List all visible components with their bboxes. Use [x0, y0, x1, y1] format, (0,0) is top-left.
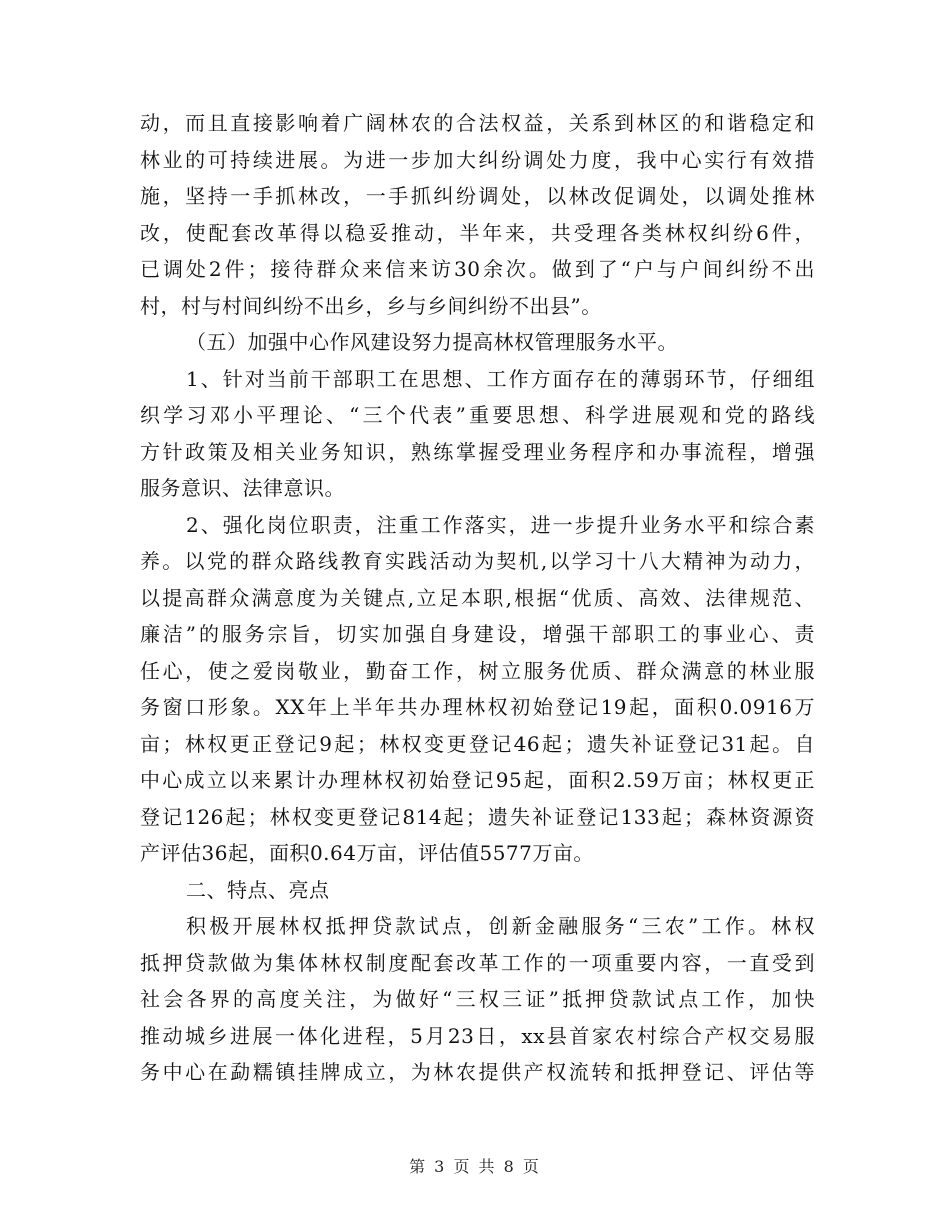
- text-line: 服务意识、法律意识。: [140, 476, 345, 500]
- section-heading: （五）加强中心作风建设努力提高林权管理服务水平。: [186, 330, 678, 354]
- text-line: 产评估36起，面积0.64万亩，评估值5577万亩。: [140, 841, 594, 865]
- text-line: 已调处2件；接待群众来信来访30余次。做到了“户与户间纠纷不出: [140, 257, 815, 281]
- section-heading: 二、特点、亮点: [186, 877, 330, 902]
- text-line: 务窗口形象。XX年上半年共办理林权初始登记19起，面积0.0916万: [140, 695, 815, 719]
- text-line: 积极开展林权抵押贷款试点，创新金融服务“三农”工作。林权: [186, 914, 815, 938]
- text-line: 村，村与村间纠纷不出乡，乡与乡间纠纷不出县”。: [140, 293, 602, 318]
- text-line: 廉洁”的服务宗旨，切实加强自身建设，增强干部职工的事业心、责: [140, 622, 815, 646]
- text-line: 织学习邓小平理论、“三个代表”重要思想、科学进展观和党的路线: [140, 403, 815, 427]
- text-line: 动，而且直接影响着广阔林农的合法权益，关系到林区的和谐稳定和: [140, 111, 815, 135]
- text-line: 2、强化岗位职责，注重工作落实，进一步提升业务水平和综合素: [186, 512, 815, 537]
- text-line: 方针政策及相关业务知识，熟练掌握受理业务程序和办事流程，增强: [140, 439, 815, 464]
- text-line: 亩；林权更正登记9起；林权变更登记46起；遗失补证登记31起。自: [140, 731, 815, 756]
- text-line: 抵押贷款做为集体林权制度配套改革工作的一项重要内容，一直受到: [140, 950, 815, 975]
- document-body: [140, 105, 815, 1091]
- text-line: 任心，使之爱岗敬业，勤奋工作，树立服务优质、群众满意的林业服: [140, 658, 815, 683]
- text-line: 以提高群众满意度为关键点,立足本职,根据“优质、高效、法律规范、: [140, 585, 815, 610]
- text-line: 1、针对当前干部职工在思想、工作方面存在的薄弱环节，仔细组: [186, 366, 815, 391]
- text-line: 务中心在勐糯镇挂牌成立，为林农提供产权流转和抵押登记、评估等: [140, 1060, 815, 1084]
- text-line: 社会各界的高度关注，为做好“三权三证”抵押贷款试点工作，加快: [140, 987, 815, 1011]
- text-line: 登记126起；林权变更登记814起；遗失补证登记133起；森林资源资: [140, 804, 815, 829]
- text-line: 养。以党的群众路线教育实践活动为契机,以学习十八大精神为动力，: [140, 549, 815, 573]
- text-line: 中心成立以来累计办理林权初始登记95起，面积2.59万亩；林权更正: [140, 768, 815, 792]
- text-line: 改，使配套改革得以稳妥推动，半年来，共受理各类林权纠纷6件，: [140, 220, 815, 245]
- page-number-footer: 第 3 页 共 8 页: [409, 1157, 541, 1176]
- text-line: 推动城乡进展一体化进程，5月23日，xx县首家农村综合产权交易服: [140, 1023, 815, 1048]
- text-line: 施，坚持一手抓林改，一手抓纠纷调处，以林改促调处，以调处推林: [140, 184, 815, 208]
- text-line: 林业的可持续进展。为进一步加大纠纷调处力度，我中心实行有效措: [140, 147, 815, 172]
